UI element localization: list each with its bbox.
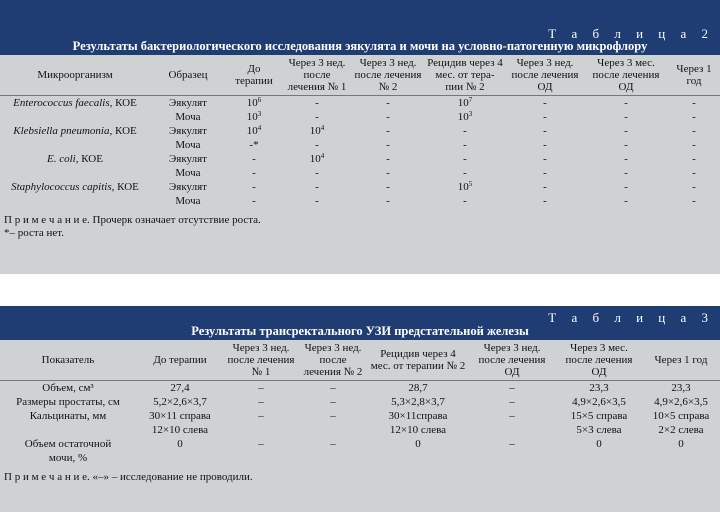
table-3-title: Результаты трансректального УЗИ предстательной железы [191,324,529,338]
organism-cell [0,180,150,194]
value-cell: 5,2×2,6×3,7 [153,396,207,408]
organism-cell [0,138,150,152]
value-cell: – [509,410,515,422]
value-cell: - [692,195,696,207]
organism-cell [0,166,150,180]
value-cell: $10^5$ [457,180,473,193]
column-header: Через 3 нед. после лечения № 2 [352,55,424,96]
value-cell: - [692,153,696,165]
note-text: «–» – исследование не проводили. [89,471,253,483]
sample-cell: Эякулят [169,97,207,109]
sample-cell: Моча [175,139,201,151]
column-header: Образец [150,55,226,96]
sample-cell: Моча [175,195,201,207]
value-cell: - [386,195,390,207]
table-row [0,395,720,409]
table-2-header [0,0,720,55]
value-cell: – [330,382,336,394]
value-cell: - [624,97,628,109]
table-3-header [0,306,720,340]
column-header: До терапии [136,340,224,381]
organism-unit: , КОЕ [109,125,137,137]
value-cell: $10^4$ [309,124,325,137]
value-cell: - [386,97,390,109]
value-cell: 4,9×2,6×3,5 [654,396,708,408]
sample-cell: Эякулят [169,125,207,137]
sample-cell: Моча [175,167,201,179]
value-cell: - [315,167,319,179]
value-cell: 23,3 [589,382,609,394]
value-cell: - [624,181,628,193]
value-cell: - [463,139,467,151]
value-cell: - [624,195,628,207]
note-text: Прочерк означает отсутствие роста. [89,214,261,226]
table-row [0,194,720,208]
column-header: Через 1 год [668,55,720,96]
table-3-note [0,465,720,484]
value-cell: - [543,125,547,137]
value-cell: – [258,410,264,422]
exponent: 4 [320,124,325,132]
value-cell: – [509,382,515,394]
value-cell: - [692,97,696,109]
column-header: Через 3 мес. после лечения ОД [556,340,642,381]
value-cell: – [330,410,336,422]
value-cell: – [258,438,264,450]
table-2-number: Т а б л и ц а 2 [548,26,714,41]
value-cell: - [543,139,547,151]
value-cell: - [463,153,467,165]
value-cell: – [258,396,264,408]
table-row [0,166,720,180]
column-header: Через 3 нед. после лечения № 2 [298,340,368,381]
value-cell: - [386,153,390,165]
organism-name: E. coli [47,153,76,165]
column-header: Через 3 нед. после лечения ОД [506,55,584,96]
value-cell: 28,7 [408,382,428,394]
value-cell: 10×5 справа 2×2 слева [652,410,710,436]
column-header: Через 1 год [642,340,720,381]
organism-cell [0,152,150,166]
value-cell: - [315,97,319,109]
organism-cell [0,96,150,111]
value-cell: – [330,438,336,450]
value-cell: - [692,125,696,137]
value-cell: - [624,153,628,165]
table-row [0,96,720,111]
column-header: Через 3 мес. после лечения ОД [584,55,668,96]
organism-name: Enterococcus faecalis [13,97,110,109]
organism-unit: , КОЕ [111,181,139,193]
value-cell: 23,3 [671,382,691,394]
value-cell: - [624,139,628,151]
value-cell: - [692,111,696,123]
organism-cell [0,124,150,138]
organism-unit: , КОЕ [75,153,103,165]
table-row [0,110,720,124]
value-cell: $10^4$ [309,152,325,165]
value-cell: - [543,181,547,193]
value-cell: 0 [678,438,684,450]
indicator-cell: Объем, см³ [42,382,94,394]
value-cell: $10^7$ [457,96,473,109]
exponent: 6 [257,96,262,104]
table-row [0,152,720,166]
table-row [0,138,720,152]
exponent: 4 [320,152,325,160]
exponent: 5 [468,180,473,188]
value-cell: 27,4 [170,382,190,394]
sample-cell: Моча [175,111,201,123]
value-cell: 30×11справа 12×10 слева [388,410,448,436]
value-cell: 30×11 справа 12×10 слева [149,410,211,436]
value-cell: - [252,153,256,165]
note-footnote: *– роста нет. [4,227,64,239]
value-cell: - [315,181,319,193]
value-cell: - [463,167,467,179]
exponent: 3 [257,110,262,118]
indicator-cell: Размеры простаты, см [16,396,120,408]
column-header: Показатель [0,340,136,381]
value-cell: - [543,195,547,207]
value-cell: - [386,125,390,137]
table-2-title: Результаты бактериологического исследования эякулята и мочи на условно-патогенную микрофлору [72,39,648,53]
note-label: П р и м е ч а н и е. [4,471,90,483]
column-header: Рецидив через 4 мес. от терапии № 2 [368,340,468,381]
table-2-grid [0,55,720,208]
value-cell: - [386,111,390,123]
column-header: Через 3 нед. после лечения № 1 [282,55,352,96]
exponent: 7 [468,96,473,104]
value-cell: - [386,167,390,179]
value-cell: - [463,195,467,207]
table-row [0,409,720,437]
value-cell: – [509,438,515,450]
value-cell: - [252,195,256,207]
value-cell: $10^3$ [457,110,473,123]
value-cell: - [386,139,390,151]
sample-cell: Эякулят [169,153,207,165]
value-cell: 15×5 справа 5×3 слева [570,410,628,436]
column-header: Через 3 нед. после лечения ОД [468,340,556,381]
value-cell: - [543,111,547,123]
table-3-grid [0,340,720,465]
value-cell: - [624,125,628,137]
organism-name: Staphylococcus capitis [11,181,112,193]
value-cell: - [315,139,319,151]
column-header: Микроорганизм [0,55,150,96]
value-cell: -* [249,139,259,151]
value-cell: $10^4$ [246,124,262,137]
value-cell: - [252,181,256,193]
value-cell: - [624,167,628,179]
exponent: 4 [257,124,262,132]
value-cell: 0 [415,438,421,450]
value-cell: 4,9×2,6×3,5 [572,396,626,408]
value-cell: - [692,167,696,179]
organism-cell [0,194,150,208]
table-3 [0,306,720,512]
table-3-number: Т а б л и ц а 3 [548,310,714,325]
value-cell: - [463,125,467,137]
value-cell: – [509,396,515,408]
table-row [0,124,720,138]
column-header: Рецидив через 4 мес. от тера- пии № 2 [424,55,506,96]
value-cell: 0 [596,438,602,450]
value-cell: - [543,167,547,179]
indicator-cell: Кальцинаты, мм [29,410,107,422]
value-cell: – [258,382,264,394]
organism-unit: , КОЕ [109,97,137,109]
column-header: До терапии [226,55,282,96]
exponent: 3 [468,110,473,118]
value-cell: - [624,111,628,123]
value-cell: - [315,195,319,207]
value-cell: - [543,97,547,109]
value-cell: – [330,396,336,408]
value-cell: - [386,181,390,193]
column-header: Через 3 нед. после лечения № 1 [224,340,298,381]
sample-cell: Эякулят [169,181,207,193]
organism-cell [0,110,150,124]
value-cell: $10^3$ [246,110,262,123]
value-cell: 0 [177,438,183,450]
table-row [0,381,720,396]
organism-name: Klebsiella pneumonia [13,125,110,137]
value-cell: - [543,153,547,165]
table-row [0,180,720,194]
table-row [0,437,720,465]
value-cell: 5,3×2,8×3,7 [391,396,445,408]
table-2-note [0,208,720,240]
note-label: П р и м е ч а н и е. [4,214,90,226]
value-cell: - [692,181,696,193]
indicator-cell: Объем остаточной мочи, % [24,438,112,464]
value-cell: $10^6$ [246,96,262,109]
value-cell: - [692,139,696,151]
value-cell: - [252,167,256,179]
value-cell: - [315,111,319,123]
